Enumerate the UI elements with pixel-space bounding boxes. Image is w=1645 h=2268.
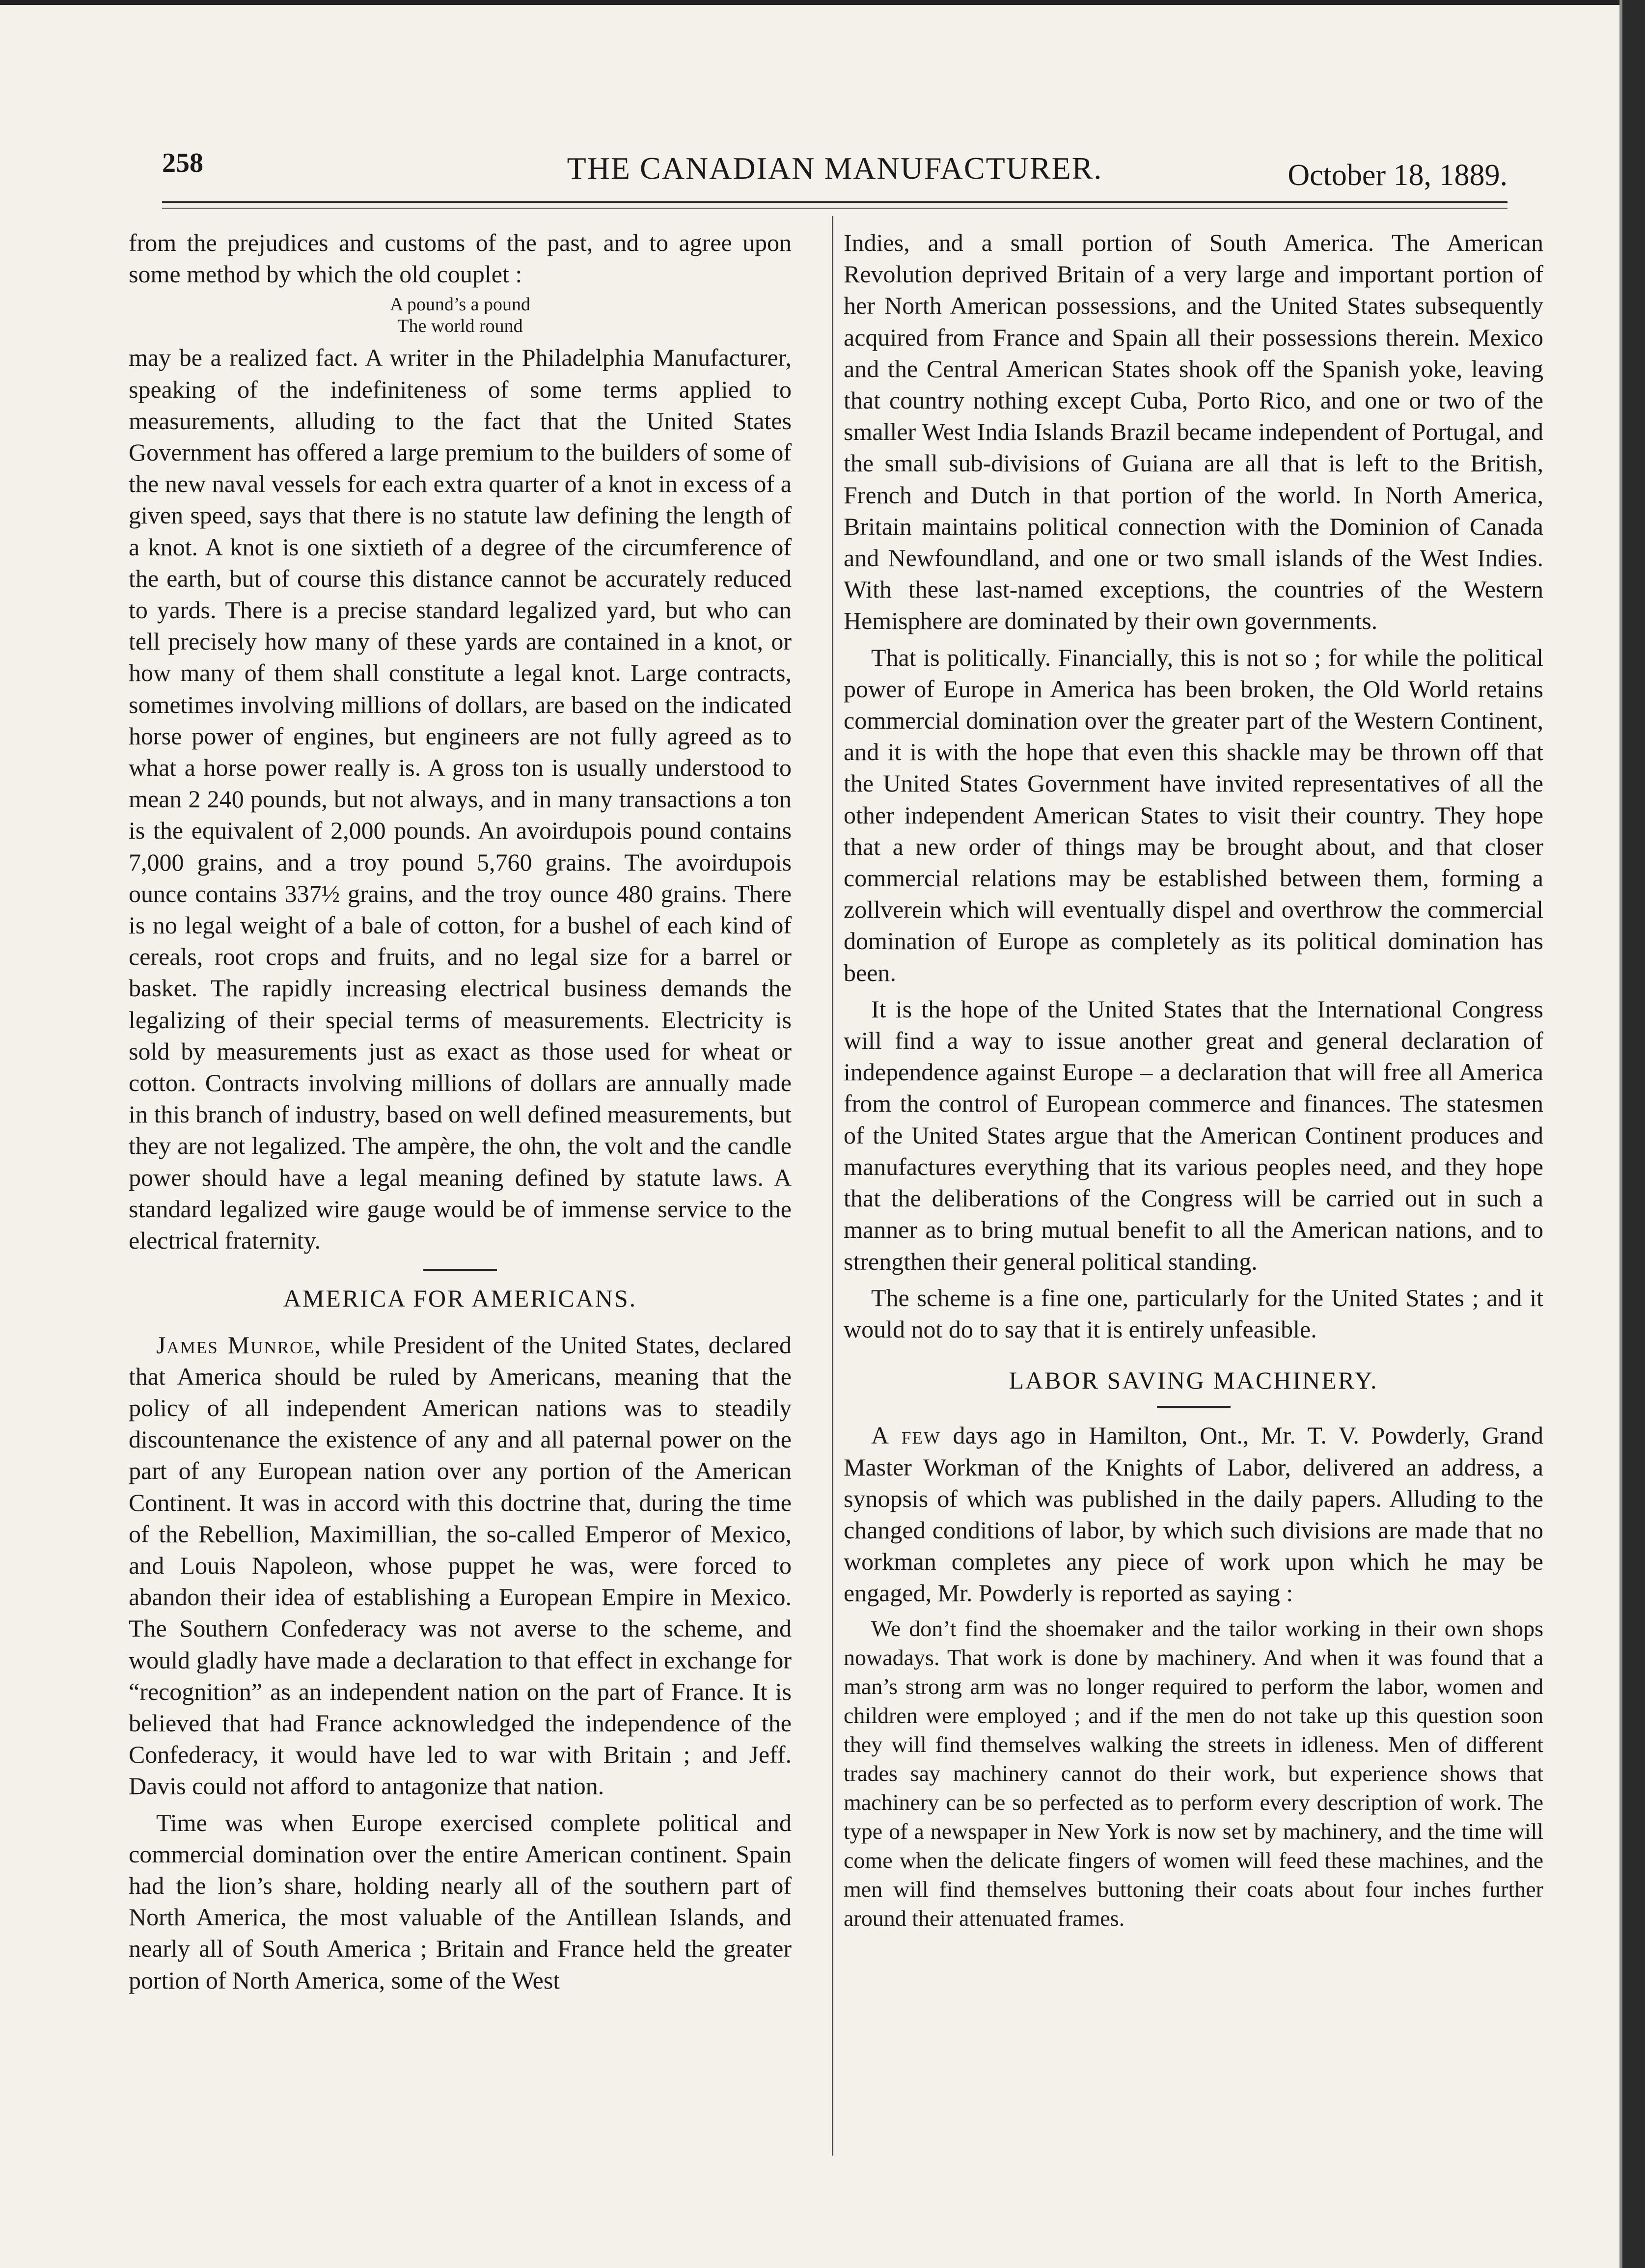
section-heading: AMERICA FOR AMERICANS.	[283, 1284, 637, 1312]
paragraph: It is the hope of the United States that the International Congress will find a way to issue another great and general declaration of independence against Europe – a declaration that will free all America from the control of European commerce and finances. The statesmen of the United States argue that the American Continent produces and manufactures everything that its various peoples need, and they hope that the deliberations of the Congress will be carried out in such a manner as to bring mutual benefit to all the American nations, and to strengthen their general political standing.	[844, 995, 1543, 1275]
paragraph-text: days ago in Hamilton, Ont., Mr. T. V. Powderly, Grand Master Workman of the Knights of Labor, delivered an address, a synopsis of which was published in the daily papers. Alluding to the changed conditions of labor, by which such divisions are made that no workman completes any piece of work upon which he may be engaged, Mr. Powderly is reported as saying :	[844, 1421, 1543, 1607]
paragraph	[129, 1329, 792, 1802]
paragraph: That is politically. Financially, this is not so ; for while the political power of Europe in America has been broken, the Old World retains commercial domination over the greater part of the Western Continent, and it is with the hope that even this shackle may be thrown off that the United States Government have invited representatives of all the other independent American States to visit their country. They hope that a new order of things may be brought about, and that closer commercial relations may be established between them, forming a zollverein which will eventually dispel and overthrow the commercial domination of Europe as completely as its political domination has been.	[844, 643, 1543, 986]
paragraph: may be a realized fact. A writer in the Philadelphia Manufacturer, speaking of the indefiniteness of some terms applied to measurements, alluding to the fact that the United States Government has offered a large premium to the builders of some of the new naval vessels for each extra quarter of a knot in excess of a given speed, says that there is no statute law defining the length of a knot. A knot is one sixtieth of a degree of the circumference of the earth, but of course this distance cannot be accurately reduced to yards. There is a precise standard legalized yard, but who can tell precisely how many of these yards are contained in a knot, or how many of them shall constitute a legal knot. Large contracts, sometimes involving millions of dollars, are based on the indicated horse power of engines, but engineers are not fully agreed as to what a horse power really is. A gross ton is usually understood to mean 2 240 pounds, but not always, and in many transactions a ton is the equivalent of 2,000 pounds. An avoirdupois pound contains 7,000 grains, and a troy pound 5,760 grains. The avoirdupois ounce contains 337½ grains, and the troy ounce 480 grains. There is no legal weight of a bale of cotton, for a bushel of each kind of cereals, root crops and fruits, and no legal size for a barrel or basket. The rapidly increasing electrical business demands the legalizing of their special terms of measurements. Electricity is sold by measurements just as exact as those used for wheat or cotton. Contracts involving millions of dollars are annually made in this branch of industry, based on well defined measurements, but they are not legalized. The ampère, the ohn, the volt and the candle power should have a legal meaning defined by statute laws. A standard legalized wire gauge would be of immense service to the electrical fraternity.	[129, 344, 792, 1255]
verse-couplet	[129, 294, 792, 337]
header-rule	[162, 201, 1508, 203]
right-column	[844, 227, 1543, 1933]
verse-line: The world round	[397, 316, 523, 337]
paragraph: Indies, and a small portion of South America. The American Revolution deprived Britain of a very large and important portion of her North American possessions, and the United States subsequently acquired from France and Spain all their possessions therein. Mexico and the Central American States shook off the Spanish yoke, leaving that country nothing except Cuba, Porto Rico, and one or two of the smaller West India Islands Brazil became independent of Portugal, and the small sub-divisions of Guiana are all that is left to the British, French and Dutch in that portion of the world. In North America, Britain maintains political connection with the Dominion of Canada and Newfoundland, and one or two small islands of the West Indies. With these last-named exceptions, the countries of the Western Hemisphere are dominated by their own governments.	[844, 229, 1543, 635]
spacer	[844, 1277, 1543, 1282]
paragraph-text: while President of the United States, declared that America should be ruled by Americans, meaning that the policy of all independent American nations was to steadily discountenance the existence of any and all paternal power on the part of any European nation over any portion of the American Continent. It was in accord with this doctrine that, during the time of the Rebellion, Maximillian, the so-called Emperor of Mexico, and Louis Napoleon, whose puppet he was, were forced to abandon their idea of establishing a European Empire in Mexico. The Southern Confederacy was not averse to the scheme, and would gladly have made a declaration to that effect in exchange for “recognition” as an independent nation on the part of France. It is believed that had France acknowledged the independence of the Confederacy, it would have led to war with Britain ; and Jeff. Davis could not afford to antagonize that nation.	[129, 1331, 792, 1800]
section-heading: LABOR SAVING MACHINERY.	[1009, 1366, 1378, 1394]
scan-edge-top	[0, 0, 1645, 5]
left-column	[129, 227, 792, 1996]
verse-line: A pound’s a pound	[389, 294, 531, 315]
page-number: 258	[162, 148, 203, 178]
paragraph: The scheme is a fine one, particularly for the United States ; and it would not do to say that it is entirely unfeasible.	[844, 1284, 1543, 1343]
page-header	[162, 147, 1508, 201]
scan-edge-right	[1622, 0, 1645, 2268]
spacer	[129, 1802, 792, 1807]
column-divider	[832, 216, 833, 2156]
spacer	[844, 988, 1543, 993]
section-rule	[1157, 1406, 1231, 1408]
issue-date: October 18, 1889.	[1288, 159, 1508, 192]
paragraph: from the prejudices and customs of the past, and to agree upon some method by which the old couplet :	[129, 229, 792, 288]
section-rule	[423, 1269, 497, 1271]
header-rule-thin	[162, 208, 1508, 209]
lead-in: A few	[871, 1421, 941, 1449]
spacer	[844, 637, 1543, 642]
spacer	[844, 1345, 1543, 1365]
spacer	[844, 1609, 1543, 1614]
lead-in: James Munroe,	[156, 1331, 322, 1359]
paragraph: Time was when Europe exercised complete political and commercial domination over the entire American continent. Spain had the lion’s share, holding nearly all of the southern part of North America, the most valuable of the Antillean Islands, and nearly all of South America ; Britain and France held the greater portion of North America, some of the West	[129, 1808, 792, 1994]
quoted-passage: We don’t find the shoemaker and the tailor working in their own shops nowadays. That work is done by machinery. And when it was found that a man’s strong arm was no longer required to perform the labor, women and children were employed ; and if the men do not take up this question soon they will find themselves walking the streets in idleness. Men of different trades say machinery cannot do their work, but experience shows that machinery can be so perfected as to perform every description of work. The type of a newspaper in New York is now set by machinery, and the time will come when the delicate fingers of women will feed these machines, and the men will find themselves buttoning their coats about four inches further around their attenuated frames.	[844, 1615, 1543, 1931]
journal-title: THE CANADIAN MANUFACTURER.	[567, 151, 1103, 186]
paragraph	[844, 1420, 1543, 1609]
